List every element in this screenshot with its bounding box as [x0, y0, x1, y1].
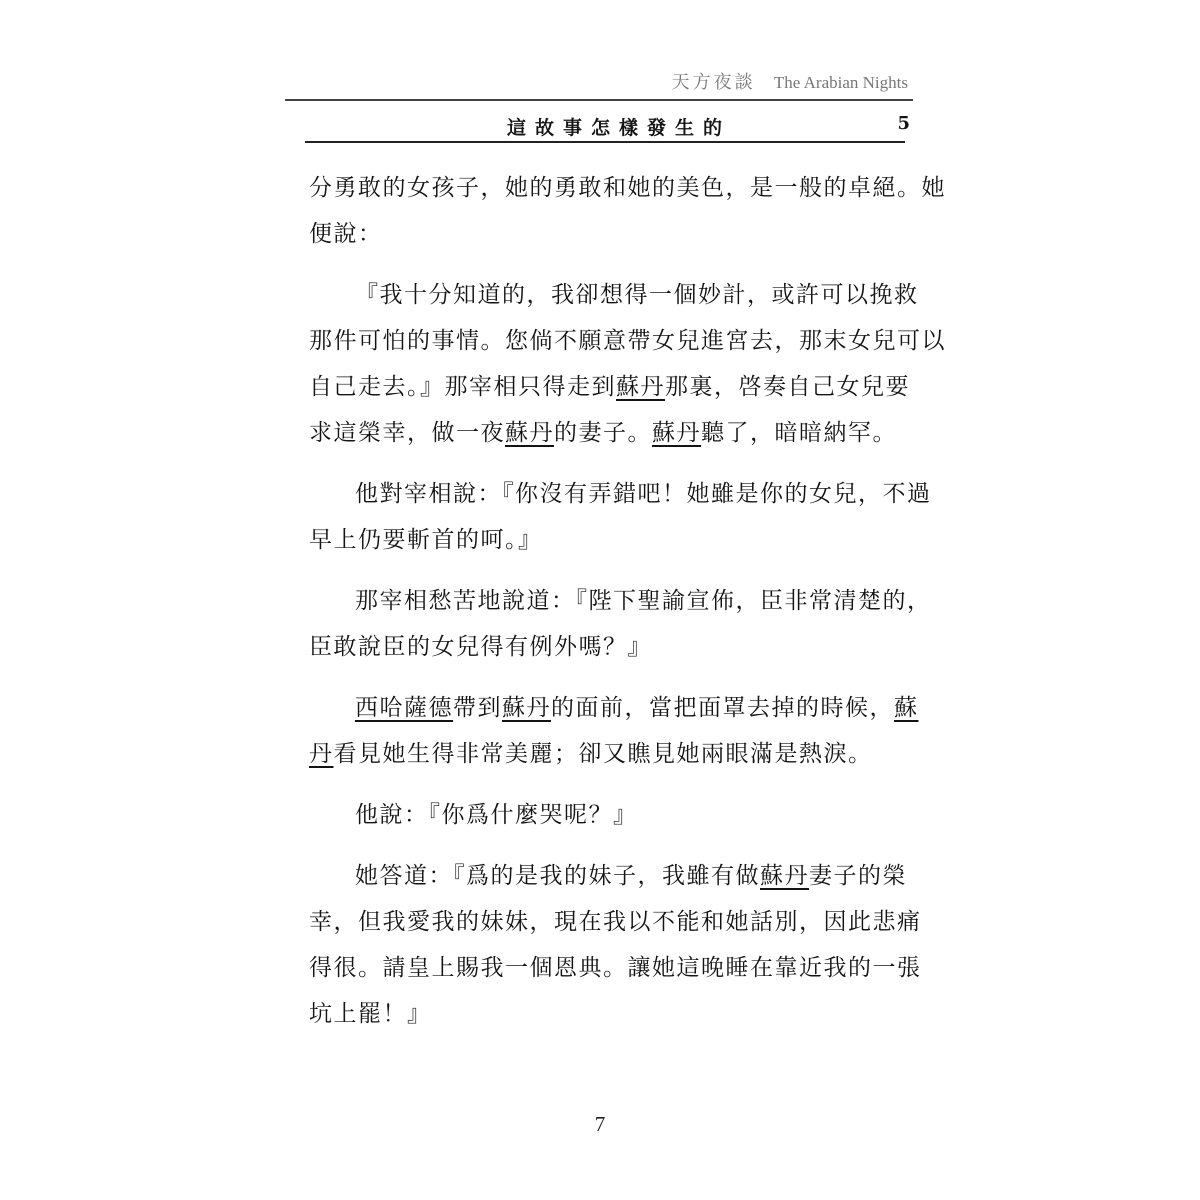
proper-name: 蘇丹 — [502, 695, 551, 721]
running-head — [672, 68, 908, 94]
text-line: 西哈薩德帶到蘇丹的面前，當把面罩去掉的時候，蘇 — [355, 695, 919, 721]
chapter-rule — [305, 141, 905, 143]
proper-name: 蘇丹 — [760, 863, 809, 889]
text-line: 得很。請皇上賜我一個恩典。讓她這晚睡在靠近我的一張 — [309, 955, 922, 981]
text-line: 那件可怕的事情。您倘不願意帶女兒進宮去，那末女兒可以 — [309, 328, 946, 354]
running-head-title-zh: 天方夜談 — [671, 72, 756, 92]
proper-name: 蘇丹 — [616, 374, 665, 400]
proper-name: 丹 — [309, 741, 334, 767]
text-line: 她答道：『爲的是我的妹子，我雖有做蘇丹妻子的榮 — [355, 863, 907, 889]
text-line: 他對宰相說：『你沒有弄錯吧！她雖是你的女兒，不過 — [355, 481, 932, 507]
body-text — [309, 168, 946, 1040]
proper-name: 蘇丹 — [505, 420, 554, 446]
text-line: 他說：『你爲什麼哭呢？』 — [355, 802, 638, 828]
header-rule — [285, 99, 913, 101]
text-line: 早上仍要斬首的呵。』 — [309, 527, 543, 553]
text-line: 丹看見她生得非常美麗；卻又瞧見她兩眼滿是熱淚。 — [309, 741, 873, 767]
proper-name: 西哈薩德 — [355, 695, 453, 721]
proper-name: 蘇丹 — [652, 420, 701, 446]
text-line: 『我十分知道的，我卻想得一個妙計，或許可以挽救 — [355, 282, 919, 308]
text-line: 坑上罷！』 — [309, 1001, 432, 1027]
page-number: 7 — [594, 1112, 606, 1136]
text-line: 分勇敢的女孩子，她的勇敢和她的美色，是一般的卓絕。她 — [309, 175, 946, 201]
text-line: 便說： — [309, 221, 383, 247]
scan-page-number: 5 — [897, 113, 910, 134]
text-line: 自己走去。』那宰相只得走到蘇丹那裏，啓奏自己女兒要 — [309, 374, 910, 400]
text-line: 那宰相愁苦地說道：『陛下聖諭宣佈，臣非常清楚的， — [355, 588, 932, 614]
running-head-title-en: The Arabian Nights — [773, 73, 908, 92]
chapter-header — [305, 113, 910, 139]
proper-name: 蘇 — [894, 695, 919, 721]
text-line: 臣敢說臣的女兒得有例外嗎？』 — [309, 634, 652, 660]
chapter-title: 這故事怎樣發生的 — [507, 117, 732, 139]
text-line: 幸，但我愛我的妹妹，現在我以不能和她話別，因此悲痛 — [309, 909, 922, 935]
text-line: 求這榮幸，做一夜蘇丹的妻子。蘇丹聽了，暗暗納罕。 — [309, 420, 897, 446]
